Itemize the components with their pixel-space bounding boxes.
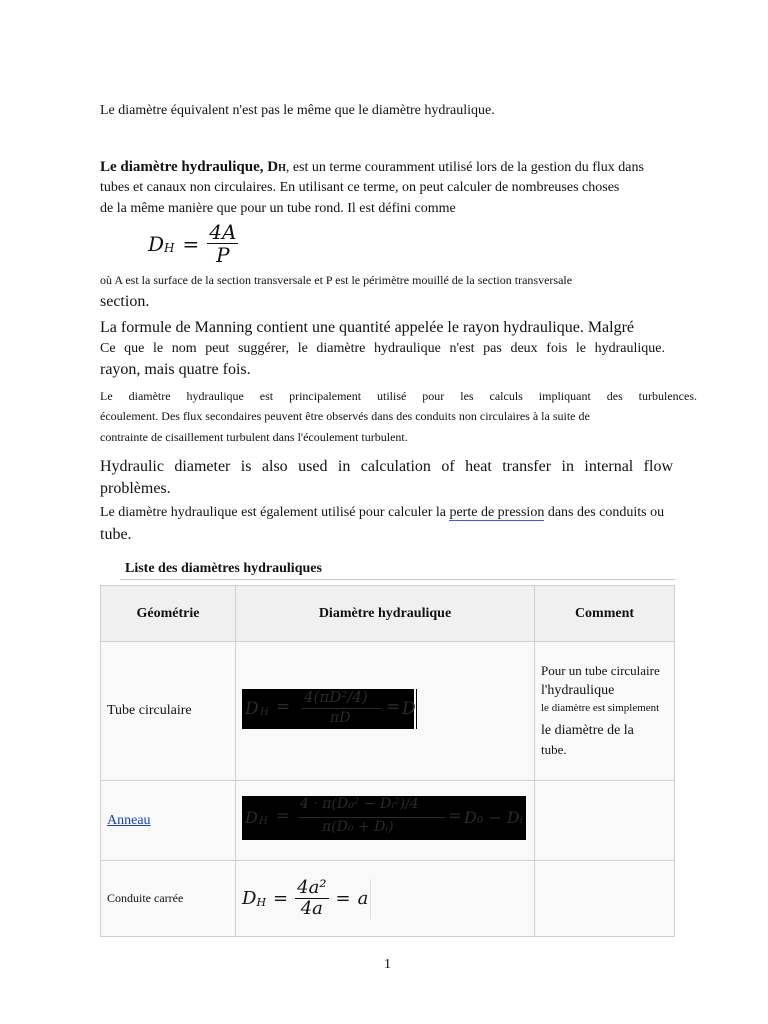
pressure-loss-link[interactable]: perte de pression [449,505,545,520]
header-geometry: Géométrie [101,586,236,642]
header-comment: Comment [535,586,675,642]
row2-formula-image: D H = 4 · π(D₀² − Dᵢ²)/4 π(D₀ + Dᵢ) = D₀ − Dᵢ [242,796,526,840]
para1-line2: tubes et canaux non circulaires. En utilisant ce terme, on peut calculer de nombreuses choses [100,180,620,195]
main-formula [148,222,238,266]
row1-comment [535,642,675,781]
para4-line3: contrainte de cisaillement turbulent dans l'écoulement turbulent. [100,430,408,444]
row1-comment-line: Pour un tube circulaire [541,662,660,678]
para6-before: Le diamètre hydraulique est également utilisé pour calculer la [100,505,450,520]
para1-rest: , est un terme couramment utilisé lors de la gestion du flux dans [285,160,644,175]
header-diameter: Diamètre hydraulique [236,586,535,642]
formula-lhs-sub: H [164,241,175,255]
para6-line1 [100,505,664,521]
row1-geometry: Tube circulaire [101,642,236,781]
para3-line1: La formule de Manning contient une quantité appelée le rayon hydraulique. Malgré [100,319,635,336]
row1-comment-line: tube. [541,742,567,758]
para2-line2: section. [100,293,150,310]
row1-formula-cell [236,642,535,781]
row3-geometry: Conduite carrée [101,861,236,937]
row1-comment-line: le diamètre de la [541,722,634,738]
page-number: 1 [384,957,391,972]
row2-formula-cell [236,781,535,861]
para1-bold: Le diamètre hydraulique, D [100,159,279,175]
row3-comment [535,861,675,937]
para3-line2: Ce que le nom peut suggérer, le diamètre hydraulique n'est pas deux fois le hydraulique. [100,341,665,356]
para4-line2: écoulement. Des flux secondaires peuvent être observés dans des conduits non circulaires à la suite de [100,409,590,423]
table-row [101,642,675,781]
formula-denominator: P [216,243,230,267]
formula-eq: = [182,232,200,256]
row2-geometry-cell [101,781,236,861]
hydraulic-diameter-table [100,585,675,937]
row1-comment-line: le diamètre est simplement [541,702,660,715]
row3-formula: D $_H$ = $\frac{\text{4a²}}{4a}$ = a [242,879,534,919]
formula-numerator: 4A [209,220,237,244]
table-header-row [101,586,675,642]
formula-lhs: D [148,232,165,256]
para6-after: dans des conduits ou [544,505,665,520]
para1-bold-sub: H [278,163,286,174]
caption-divider [120,579,675,580]
intro-line: Le diamètre équivalent n'est pas le même que le diamètre hydraulique. [100,103,495,118]
para4-line1: Le diamètre hydraulique est principalement utilisé pour les calculs impliquant des turbulences. [100,389,697,403]
table-caption: Liste des diamètres hydrauliques [125,561,322,576]
row1-formula-image: D H = 4(πD²/4) πD = D [242,689,414,729]
para3-line3: rayon, mais quatre fois. [100,361,251,378]
annulus-link[interactable]: Anneau [107,812,151,828]
row1-comment-line: l'hydraulique [541,682,615,698]
formula-fraction [207,222,238,266]
para5-line1: Hydraulic diameter is also used in calculation of heat transfer in internal flow [100,458,673,475]
row3-formula-cell [236,861,535,937]
table-row [101,861,675,937]
para2-line1: où A est la surface de la section transversale et P est le périmètre mouillé de la section transversale [100,273,573,287]
para1-line1 [100,159,644,176]
para5-line2: problèmes. [100,480,171,497]
para6-line2: tube. [100,526,132,543]
row2-comment [535,781,675,861]
table-row [101,781,675,861]
para1-line3: de la même manière que pour un tube rond. Il est défini comme [100,201,456,216]
